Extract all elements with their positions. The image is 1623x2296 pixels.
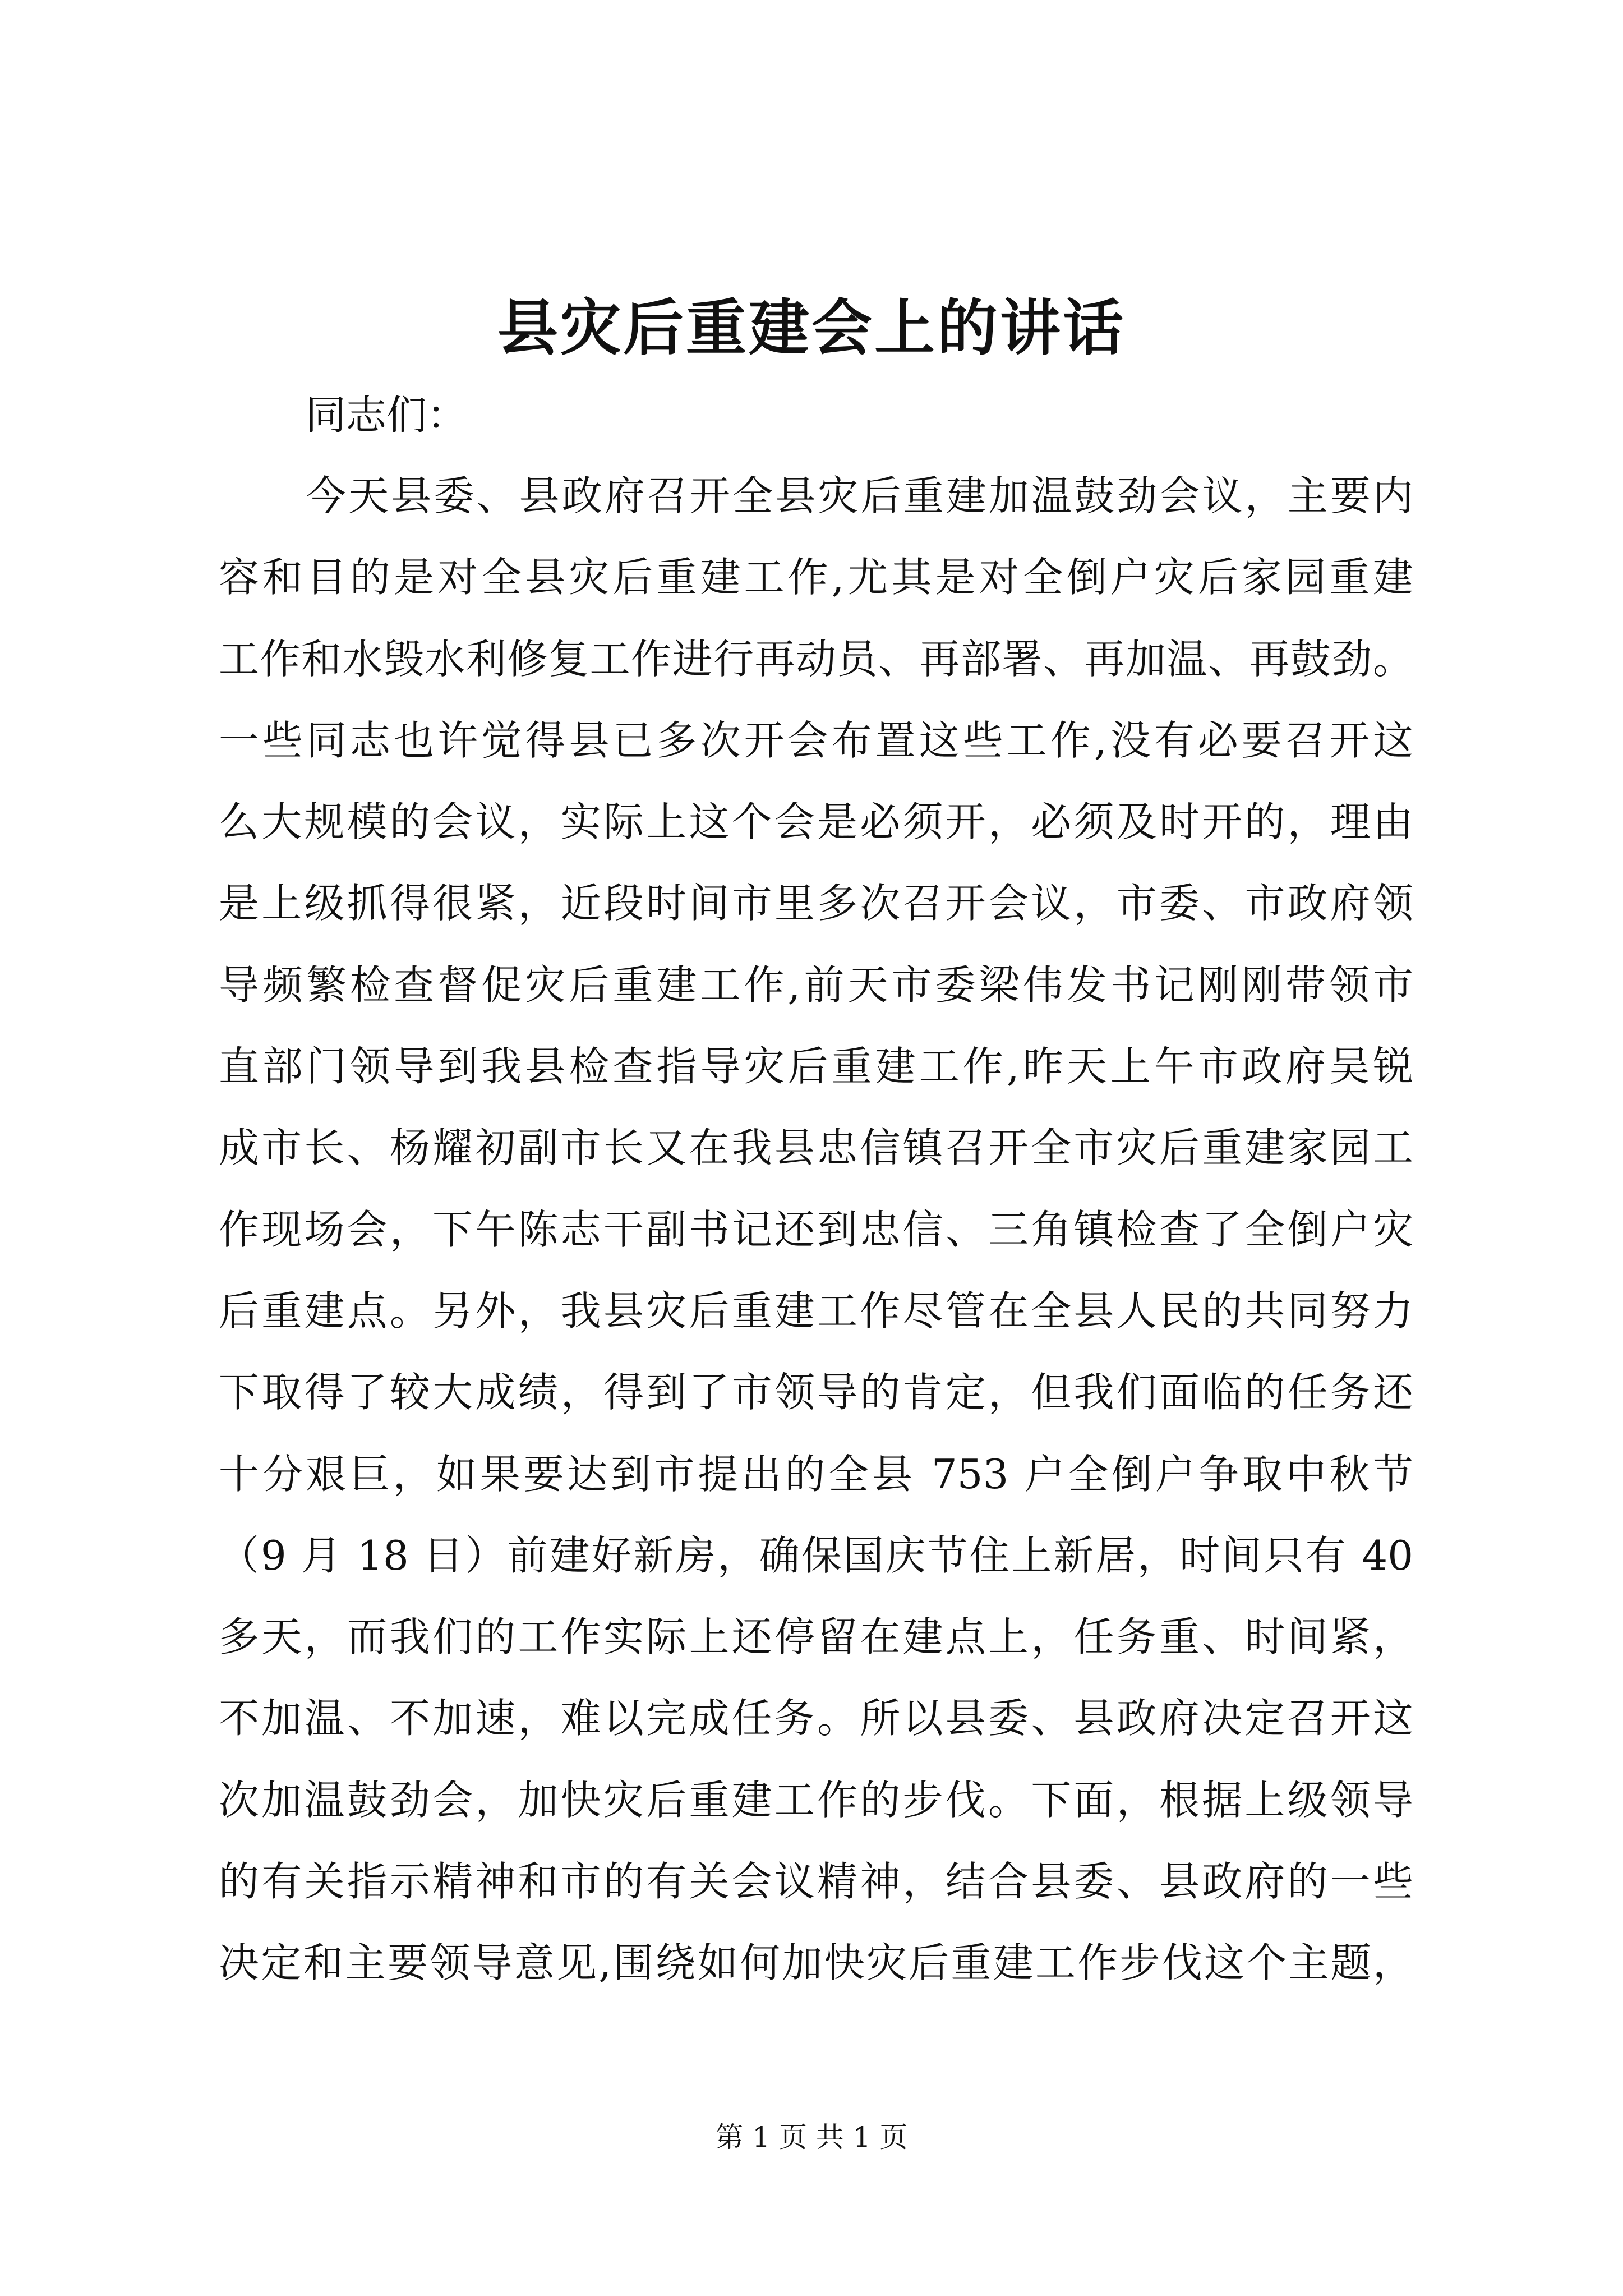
text-line: 次加温鼓劲会，加快灾后重建工作的步伐。下面，根据上级领导 [219,1776,1413,1824]
text-line: 今天县委、县政府召开全县灾后重建加温鼓劲会议，主要内 [306,472,1413,519]
text-line: 导频繁检查督促灾后重建工作,前天市委梁伟发书记刚刚带领市 [219,961,1413,1009]
text-line: 十分艰巨，如果要达到市提出的全县 753 户全倒户争取中秋节 [219,1450,1413,1498]
text-line: 作现场会，下午陈志干副书记还到忠信、三角镇检查了全倒户灾 [219,1205,1413,1253]
text-line: 下取得了较大成绩，得到了市领导的肯定，但我们面临的任务还 [219,1369,1413,1416]
text-line: （9 月 18 日）前建好新房，确保国庆节住上新居，时间只有 40 [219,1531,1413,1579]
document-title: 县灾后重建会上的讲话 [497,293,1126,364]
body-paragraph [219,468,1413,2017]
text-line: 一些同志也许觉得县已多次开会布置这些工作,没有必要召开这 [219,716,1413,764]
text-line: 容和目的是对全县灾后重建工作,尤其是对全倒户灾后家园重建 [219,554,1413,601]
text-line: 直部门领导到我县检查指导灾后重建工作,昨天上午市政府吴锐 [219,1043,1413,1091]
text-line: 工作和水毁水利修复工作进行再动员、再部署、再加温、再鼓劲。 [219,635,1413,683]
text-line: 决定和主要领导意见,围绕如何加快灾后重建工作步伐这个主题， [219,1939,1413,1987]
text-line: 么大规模的会议，实际上这个会是必须开，必须及时开的，理由 [219,798,1413,846]
salutation: 同志们： [306,392,468,439]
text-line: 不加温、不加速，难以完成任务。所以县委、县政府决定召开这 [219,1695,1413,1742]
page-number-footer: 第 1 页 共 1 页 [715,2121,908,2154]
text-line: 后重建点。另外，我县灾后重建工作尽管在全县人民的共同努力 [219,1287,1413,1335]
text-line: 多天，而我们的工作实际上还停留在建点上，任务重、时间紧， [219,1613,1413,1661]
text-line: 成市长、杨耀初副市长又在我县忠信镇召开全市灾后重建家园工 [219,1124,1413,1172]
text-line: 的有关指示精神和市的有关会议精神，结合县委、县政府的一些 [219,1858,1413,1906]
text-line: 是上级抓得很紧，近段时间市里多次召开会议，市委、市政府领 [219,880,1413,927]
